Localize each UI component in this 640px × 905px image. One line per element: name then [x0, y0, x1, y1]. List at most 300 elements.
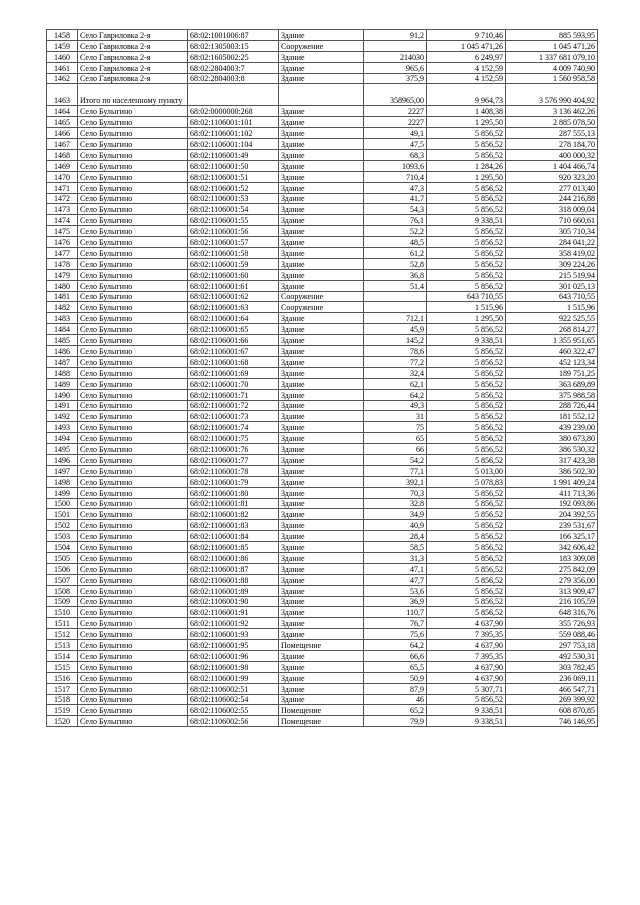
- area-cell: 76,7: [364, 618, 427, 629]
- area-cell: 32,4: [364, 367, 427, 378]
- cadastral-number-cell: 68:02:0000000:268: [188, 106, 279, 117]
- settlement-name-cell: Село Булыгино: [78, 705, 188, 716]
- row-number-cell: 1482: [47, 302, 78, 313]
- cadastral-number-cell: 68:02:1106001:79: [188, 476, 279, 487]
- object-type-cell: Здание: [279, 367, 364, 378]
- cadastral-number-cell: 68:02:1106001:104: [188, 139, 279, 150]
- table-row: [47, 160, 598, 171]
- table-row: [47, 433, 598, 444]
- object-type-cell: Здание: [279, 346, 364, 357]
- settlement-name-cell: Село Булыгино: [78, 346, 188, 357]
- unit-value-cell: 9 338,51: [427, 716, 506, 727]
- object-type-cell: Здание: [279, 150, 364, 161]
- unit-value-cell: 1 295,50: [427, 117, 506, 128]
- settlement-name-cell: Село Булыгино: [78, 324, 188, 335]
- object-type-cell: Здание: [279, 335, 364, 346]
- settlement-name-cell: Село Булыгино: [78, 422, 188, 433]
- cadastral-value-cell: 284 041,22: [506, 237, 598, 248]
- cadastral-value-cell: 380 673,80: [506, 433, 598, 444]
- row-number-cell: 1511: [47, 618, 78, 629]
- table-row: [47, 291, 598, 302]
- area-cell: 49,3: [364, 400, 427, 411]
- object-type-cell: Здание: [279, 324, 364, 335]
- table-row: [47, 400, 598, 411]
- unit-value-cell: 5 856,52: [427, 454, 506, 465]
- area-cell: 66: [364, 444, 427, 455]
- cadastral-number-cell: 68:02:1106001:65: [188, 324, 279, 335]
- row-number-cell: 1471: [47, 182, 78, 193]
- settlement-name-cell: Село Булыгино: [78, 237, 188, 248]
- object-type-cell: Здание: [279, 542, 364, 553]
- cadastral-number-cell: 68:02:1106001:63: [188, 302, 279, 313]
- cadastral-value-cell: 922 525,55: [506, 313, 598, 324]
- table-row: [47, 367, 598, 378]
- cadastral-value-cell: 439 239,00: [506, 422, 598, 433]
- row-number-cell: 1493: [47, 422, 78, 433]
- row-number-cell: 1469: [47, 160, 78, 171]
- area-cell: 77,1: [364, 465, 427, 476]
- row-number-cell: 1484: [47, 324, 78, 335]
- settlement-name-cell: Село Булыгино: [78, 585, 188, 596]
- cadastral-value-cell: 746 146,95: [506, 716, 598, 727]
- settlement-name-cell: Село Булыгино: [78, 694, 188, 705]
- unit-value-cell: 5 856,52: [427, 182, 506, 193]
- unit-value-cell: 7 395,35: [427, 650, 506, 661]
- settlement-name-cell: Село Булыгино: [78, 204, 188, 215]
- table-row: [47, 422, 598, 433]
- area-cell: 145,2: [364, 335, 427, 346]
- settlement-name-cell: Село Гавриловка 2-я: [78, 40, 188, 51]
- table-row: [47, 150, 598, 161]
- cadastral-value-cell: 278 184,70: [506, 139, 598, 150]
- row-number-cell: 1514: [47, 650, 78, 661]
- area-cell: 87,9: [364, 683, 427, 694]
- unit-value-cell: 5 856,52: [427, 596, 506, 607]
- settlement-name-cell: Село Булыгино: [78, 378, 188, 389]
- object-type-cell: Здание: [279, 629, 364, 640]
- object-type-cell: Сооружение: [279, 40, 364, 51]
- cadastral-number-cell: 68:02:1106001:66: [188, 335, 279, 346]
- object-type-cell: Здание: [279, 389, 364, 400]
- table-row: [47, 476, 598, 487]
- unit-value-cell: 4 637,90: [427, 672, 506, 683]
- area-cell: 53,6: [364, 585, 427, 596]
- cadastral-value-cell: 386 502,30: [506, 465, 598, 476]
- cadastral-value-cell: 303 782,45: [506, 661, 598, 672]
- unit-value-cell: 5 856,52: [427, 346, 506, 357]
- table-row: [47, 378, 598, 389]
- settlement-name-cell: Село Булыгино: [78, 563, 188, 574]
- table-row: [47, 650, 598, 661]
- cadastral-number-cell: 68:02:1106001:70: [188, 378, 279, 389]
- object-type-cell: [279, 84, 364, 106]
- settlement-name-cell: Село Булыгино: [78, 139, 188, 150]
- table-row: [47, 226, 598, 237]
- object-type-cell: Здание: [279, 204, 364, 215]
- table-row: [47, 356, 598, 367]
- row-number-cell: 1503: [47, 531, 78, 542]
- settlement-name-cell: Село Булыгино: [78, 542, 188, 553]
- table-row: [47, 335, 598, 346]
- cadastral-number-cell: 68:02:1106001:87: [188, 563, 279, 574]
- table-row: [47, 215, 598, 226]
- cadastral-value-cell: 1 515,96: [506, 302, 598, 313]
- cadastral-value-cell: 166 325,17: [506, 531, 598, 542]
- area-cell: 61,2: [364, 248, 427, 259]
- row-number-cell: 1489: [47, 378, 78, 389]
- cadastral-value-cell: 268 814,27: [506, 324, 598, 335]
- settlement-name-cell: Село Булыгино: [78, 400, 188, 411]
- table-row: [47, 661, 598, 672]
- cadastral-value-cell: 1 560 958,58: [506, 73, 598, 84]
- cadastral-value-cell: 608 870,85: [506, 705, 598, 716]
- row-number-cell: 1499: [47, 487, 78, 498]
- cadastral-number-cell: 68:02:1106001:60: [188, 269, 279, 280]
- object-type-cell: Здание: [279, 465, 364, 476]
- cadastral-number-cell: 68:02:1106001:80: [188, 487, 279, 498]
- settlement-name-cell: Село Булыгино: [78, 106, 188, 117]
- area-cell: 47,3: [364, 182, 427, 193]
- cadastral-value-cell: 244 216,88: [506, 193, 598, 204]
- row-number-cell: 1480: [47, 280, 78, 291]
- area-cell: 65: [364, 433, 427, 444]
- cadastral-number-cell: 68:02:1106001:53: [188, 193, 279, 204]
- cadastral-value-cell: 318 009,04: [506, 204, 598, 215]
- table-row: [47, 280, 598, 291]
- row-number-cell: 1472: [47, 193, 78, 204]
- row-number-cell: 1517: [47, 683, 78, 694]
- table-row: [47, 520, 598, 531]
- table-row: [47, 139, 598, 150]
- settlement-name-cell: Село Булыгино: [78, 411, 188, 422]
- row-number-cell: 1464: [47, 106, 78, 117]
- table-row: [47, 716, 598, 727]
- object-type-cell: Сооружение: [279, 291, 364, 302]
- object-type-cell: Здание: [279, 356, 364, 367]
- table-row: [47, 73, 598, 84]
- cadastral-number-cell: 68:02:1106001:92: [188, 618, 279, 629]
- object-type-cell: Здание: [279, 444, 364, 455]
- cadastral-number-cell: 68:02:1106001:82: [188, 509, 279, 520]
- table-row: [47, 498, 598, 509]
- unit-value-cell: 4 637,90: [427, 661, 506, 672]
- row-number-cell: 1490: [47, 389, 78, 400]
- cadastral-number-cell: 68:02:1106001:57: [188, 237, 279, 248]
- cadastral-number-cell: 68:02:1106001:91: [188, 607, 279, 618]
- unit-value-cell: 9 338,51: [427, 335, 506, 346]
- cadastral-value-cell: 216 105,59: [506, 596, 598, 607]
- object-type-cell: Здание: [279, 433, 364, 444]
- table-row: [47, 30, 598, 41]
- cadastral-number-cell: 68:02:1106001:85: [188, 542, 279, 553]
- table-row: [47, 618, 598, 629]
- row-number-cell: 1473: [47, 204, 78, 215]
- cadastral-value-cell: 411 713,36: [506, 487, 598, 498]
- row-number-cell: 1461: [47, 62, 78, 73]
- unit-value-cell: 5 856,52: [427, 487, 506, 498]
- object-type-cell: Здание: [279, 30, 364, 41]
- row-number-cell: 1470: [47, 171, 78, 182]
- cadastral-number-cell: 68:02:1106001:59: [188, 258, 279, 269]
- cadastral-value-cell: 1 991 409,24: [506, 476, 598, 487]
- row-number-cell: 1462: [47, 73, 78, 84]
- unit-value-cell: 5 856,52: [427, 204, 506, 215]
- settlement-name-cell: Село Булыгино: [78, 193, 188, 204]
- unit-value-cell: 5 078,83: [427, 476, 506, 487]
- settlement-name-cell: Село Булыгино: [78, 618, 188, 629]
- cadastral-number-cell: 68:02:1106001:72: [188, 400, 279, 411]
- area-cell: 47,1: [364, 563, 427, 574]
- settlement-name-cell: Село Булыгино: [78, 160, 188, 171]
- area-cell: 76,1: [364, 215, 427, 226]
- table-row: [47, 182, 598, 193]
- area-cell: 214030: [364, 51, 427, 62]
- unit-value-cell: 5 856,52: [427, 400, 506, 411]
- object-type-cell: Здание: [279, 487, 364, 498]
- row-number-cell: 1516: [47, 672, 78, 683]
- table-row: [47, 117, 598, 128]
- cadastral-number-cell: 68:02:1106001:75: [188, 433, 279, 444]
- settlement-name-cell: Село Булыгино: [78, 650, 188, 661]
- row-number-cell: 1506: [47, 563, 78, 574]
- settlement-name-cell: Село Булыгино: [78, 182, 188, 193]
- unit-value-cell: 9 710,46: [427, 30, 506, 41]
- table-row: [47, 324, 598, 335]
- row-number-cell: 1497: [47, 465, 78, 476]
- row-number-cell: 1458: [47, 30, 78, 41]
- row-number-cell: 1459: [47, 40, 78, 51]
- cadastral-number-cell: 68:02:1106001:51: [188, 171, 279, 182]
- area-cell: 34,9: [364, 509, 427, 520]
- area-cell: 70,3: [364, 487, 427, 498]
- cadastral-value-cell: 4 009 740,90: [506, 62, 598, 73]
- unit-value-cell: 4 152,59: [427, 62, 506, 73]
- area-cell: 58,5: [364, 542, 427, 553]
- cadastral-number-cell: 68:02:1106001:67: [188, 346, 279, 357]
- unit-value-cell: 5 856,52: [427, 248, 506, 259]
- row-number-cell: 1485: [47, 335, 78, 346]
- property-table: [46, 29, 598, 727]
- cadastral-number-cell: 68:02:1106001:90: [188, 596, 279, 607]
- cadastral-value-cell: 204 392,55: [506, 509, 598, 520]
- settlement-name-cell: Село Гавриловка 2-я: [78, 51, 188, 62]
- cadastral-value-cell: 648 316,76: [506, 607, 598, 618]
- unit-value-cell: 643 710,55: [427, 291, 506, 302]
- row-number-cell: 1508: [47, 585, 78, 596]
- area-cell: 2227: [364, 117, 427, 128]
- table-row: [47, 237, 598, 248]
- settlement-name-cell: Село Булыгино: [78, 552, 188, 563]
- unit-value-cell: 5 856,52: [427, 139, 506, 150]
- cadastral-number-cell: 68:02:1106001:52: [188, 182, 279, 193]
- object-type-cell: Здание: [279, 226, 364, 237]
- unit-value-cell: 5 856,52: [427, 237, 506, 248]
- cadastral-value-cell: 363 689,89: [506, 378, 598, 389]
- row-number-cell: 1494: [47, 433, 78, 444]
- area-cell: 965,6: [364, 62, 427, 73]
- unit-value-cell: 1 045 471,26: [427, 40, 506, 51]
- table-row: [47, 640, 598, 651]
- settlement-name-cell: Село Булыгино: [78, 389, 188, 400]
- cadastral-number-cell: 68:02:1106001:98: [188, 661, 279, 672]
- cadastral-number-cell: 68:02:1106002:55: [188, 705, 279, 716]
- row-number-cell: 1498: [47, 476, 78, 487]
- cadastral-value-cell: 215 519,94: [506, 269, 598, 280]
- area-cell: 1093,6: [364, 160, 427, 171]
- row-number-cell: 1507: [47, 574, 78, 585]
- cadastral-value-cell: 452 123,34: [506, 356, 598, 367]
- row-number-cell: 1509: [47, 596, 78, 607]
- area-cell: 392,1: [364, 476, 427, 487]
- table-row: [47, 84, 598, 106]
- row-number-cell: 1483: [47, 313, 78, 324]
- cadastral-number-cell: 68:02:1106001:50: [188, 160, 279, 171]
- table-row: [47, 171, 598, 182]
- cadastral-number-cell: 68:02:2804003:8: [188, 73, 279, 84]
- object-type-cell: Здание: [279, 650, 364, 661]
- object-type-cell: Здание: [279, 171, 364, 182]
- cadastral-value-cell: 288 726,44: [506, 400, 598, 411]
- unit-value-cell: 5 856,52: [427, 356, 506, 367]
- cadastral-number-cell: 68:02:1106001:56: [188, 226, 279, 237]
- area-cell: [364, 302, 427, 313]
- area-cell: 375,9: [364, 73, 427, 84]
- object-type-cell: Здание: [279, 574, 364, 585]
- settlement-name-cell: Село Булыгино: [78, 509, 188, 520]
- area-cell: 75: [364, 422, 427, 433]
- table-row: [47, 574, 598, 585]
- area-cell: 49,1: [364, 128, 427, 139]
- settlement-name-cell: Село Булыгино: [78, 716, 188, 727]
- area-cell: [364, 291, 427, 302]
- settlement-name-cell: Село Булыгино: [78, 672, 188, 683]
- cadastral-number-cell: 68:02:1106001:78: [188, 465, 279, 476]
- unit-value-cell: 5 013,00: [427, 465, 506, 476]
- area-cell: 358965,00: [364, 84, 427, 106]
- cadastral-value-cell: 269 399,92: [506, 694, 598, 705]
- table-row: [47, 248, 598, 259]
- area-cell: 54,2: [364, 454, 427, 465]
- unit-value-cell: 1 295,50: [427, 171, 506, 182]
- area-cell: 40,9: [364, 520, 427, 531]
- settlement-name-cell: Село Булыгино: [78, 356, 188, 367]
- unit-value-cell: 5 856,52: [427, 389, 506, 400]
- cadastral-value-cell: 287 555,13: [506, 128, 598, 139]
- table-row: [47, 694, 598, 705]
- object-type-cell: Помещение: [279, 640, 364, 651]
- cadastral-number-cell: 68:02:1305003:15: [188, 40, 279, 51]
- row-number-cell: 1476: [47, 237, 78, 248]
- row-number-cell: 1460: [47, 51, 78, 62]
- unit-value-cell: 5 856,52: [427, 128, 506, 139]
- object-type-cell: Здание: [279, 51, 364, 62]
- object-type-cell: Здание: [279, 618, 364, 629]
- area-cell: 62,1: [364, 378, 427, 389]
- cadastral-value-cell: 2 885 078,50: [506, 117, 598, 128]
- cadastral-value-cell: 358 419,02: [506, 248, 598, 259]
- settlement-name-cell: Село Булыгино: [78, 226, 188, 237]
- object-type-cell: Здание: [279, 313, 364, 324]
- table-row: [47, 40, 598, 51]
- settlement-name-cell: Село Булыгино: [78, 596, 188, 607]
- table-row: [47, 346, 598, 357]
- area-cell: 46: [364, 694, 427, 705]
- table-row: [47, 302, 598, 313]
- area-cell: [364, 40, 427, 51]
- unit-value-cell: 5 856,52: [427, 531, 506, 542]
- cadastral-number-cell: 68:02:1106001:61: [188, 280, 279, 291]
- table-row: [47, 509, 598, 520]
- object-type-cell: Здание: [279, 117, 364, 128]
- area-cell: 51,4: [364, 280, 427, 291]
- cadastral-number-cell: 68:02:1106001:88: [188, 574, 279, 585]
- table-row: [47, 204, 598, 215]
- unit-value-cell: 5 856,52: [427, 444, 506, 455]
- unit-value-cell: 5 856,52: [427, 520, 506, 531]
- object-type-cell: Здание: [279, 661, 364, 672]
- table-row: [47, 563, 598, 574]
- object-type-cell: Здание: [279, 73, 364, 84]
- object-type-cell: Здание: [279, 520, 364, 531]
- table-row: [47, 585, 598, 596]
- cadastral-value-cell: 492 530,31: [506, 650, 598, 661]
- settlement-name-cell: Село Булыгино: [78, 117, 188, 128]
- settlement-name-cell: Село Гавриловка 2-я: [78, 73, 188, 84]
- unit-value-cell: 5 856,52: [427, 150, 506, 161]
- unit-value-cell: 5 856,52: [427, 258, 506, 269]
- unit-value-cell: 6 249,97: [427, 51, 506, 62]
- settlement-name-cell: Село Булыгино: [78, 291, 188, 302]
- cadastral-number-cell: 68:02:1106001:96: [188, 650, 279, 661]
- row-number-cell: 1501: [47, 509, 78, 520]
- row-number-cell: 1491: [47, 400, 78, 411]
- row-number-cell: 1510: [47, 607, 78, 618]
- cadastral-value-cell: 1 045 471,26: [506, 40, 598, 51]
- unit-value-cell: 5 856,52: [427, 411, 506, 422]
- cadastral-value-cell: 375 988,58: [506, 389, 598, 400]
- unit-value-cell: 5 856,52: [427, 226, 506, 237]
- object-type-cell: Здание: [279, 258, 364, 269]
- settlement-name-cell: Село Гавриловка 2-я: [78, 30, 188, 41]
- unit-value-cell: 5 856,52: [427, 585, 506, 596]
- cadastral-number-cell: 68:02:1106001:54: [188, 204, 279, 215]
- settlement-name-cell: Село Булыгино: [78, 258, 188, 269]
- row-number-cell: 1478: [47, 258, 78, 269]
- area-cell: 2227: [364, 106, 427, 117]
- cadastral-value-cell: 1 337 681 079,10: [506, 51, 598, 62]
- cadastral-value-cell: 1 404 466,74: [506, 160, 598, 171]
- cadastral-value-cell: 643 710,55: [506, 291, 598, 302]
- cadastral-number-cell: 68:02:1106001:58: [188, 248, 279, 259]
- table-row: [47, 258, 598, 269]
- settlement-name-cell: Село Булыгино: [78, 313, 188, 324]
- settlement-name-cell: Село Булыгино: [78, 171, 188, 182]
- cadastral-value-cell: 3 136 462,26: [506, 106, 598, 117]
- unit-value-cell: 5 856,52: [427, 433, 506, 444]
- unit-value-cell: 1 284,26: [427, 160, 506, 171]
- settlement-name-cell: Село Булыгино: [78, 487, 188, 498]
- settlement-name-cell: Село Булыгино: [78, 661, 188, 672]
- settlement-name-cell: Село Булыгино: [78, 465, 188, 476]
- area-cell: 75,6: [364, 629, 427, 640]
- row-number-cell: 1467: [47, 139, 78, 150]
- table-row: [47, 542, 598, 553]
- unit-value-cell: 5 856,52: [427, 422, 506, 433]
- area-cell: 36,8: [364, 269, 427, 280]
- object-type-cell: Здание: [279, 694, 364, 705]
- unit-value-cell: 5 856,52: [427, 324, 506, 335]
- unit-value-cell: 1 295,50: [427, 313, 506, 324]
